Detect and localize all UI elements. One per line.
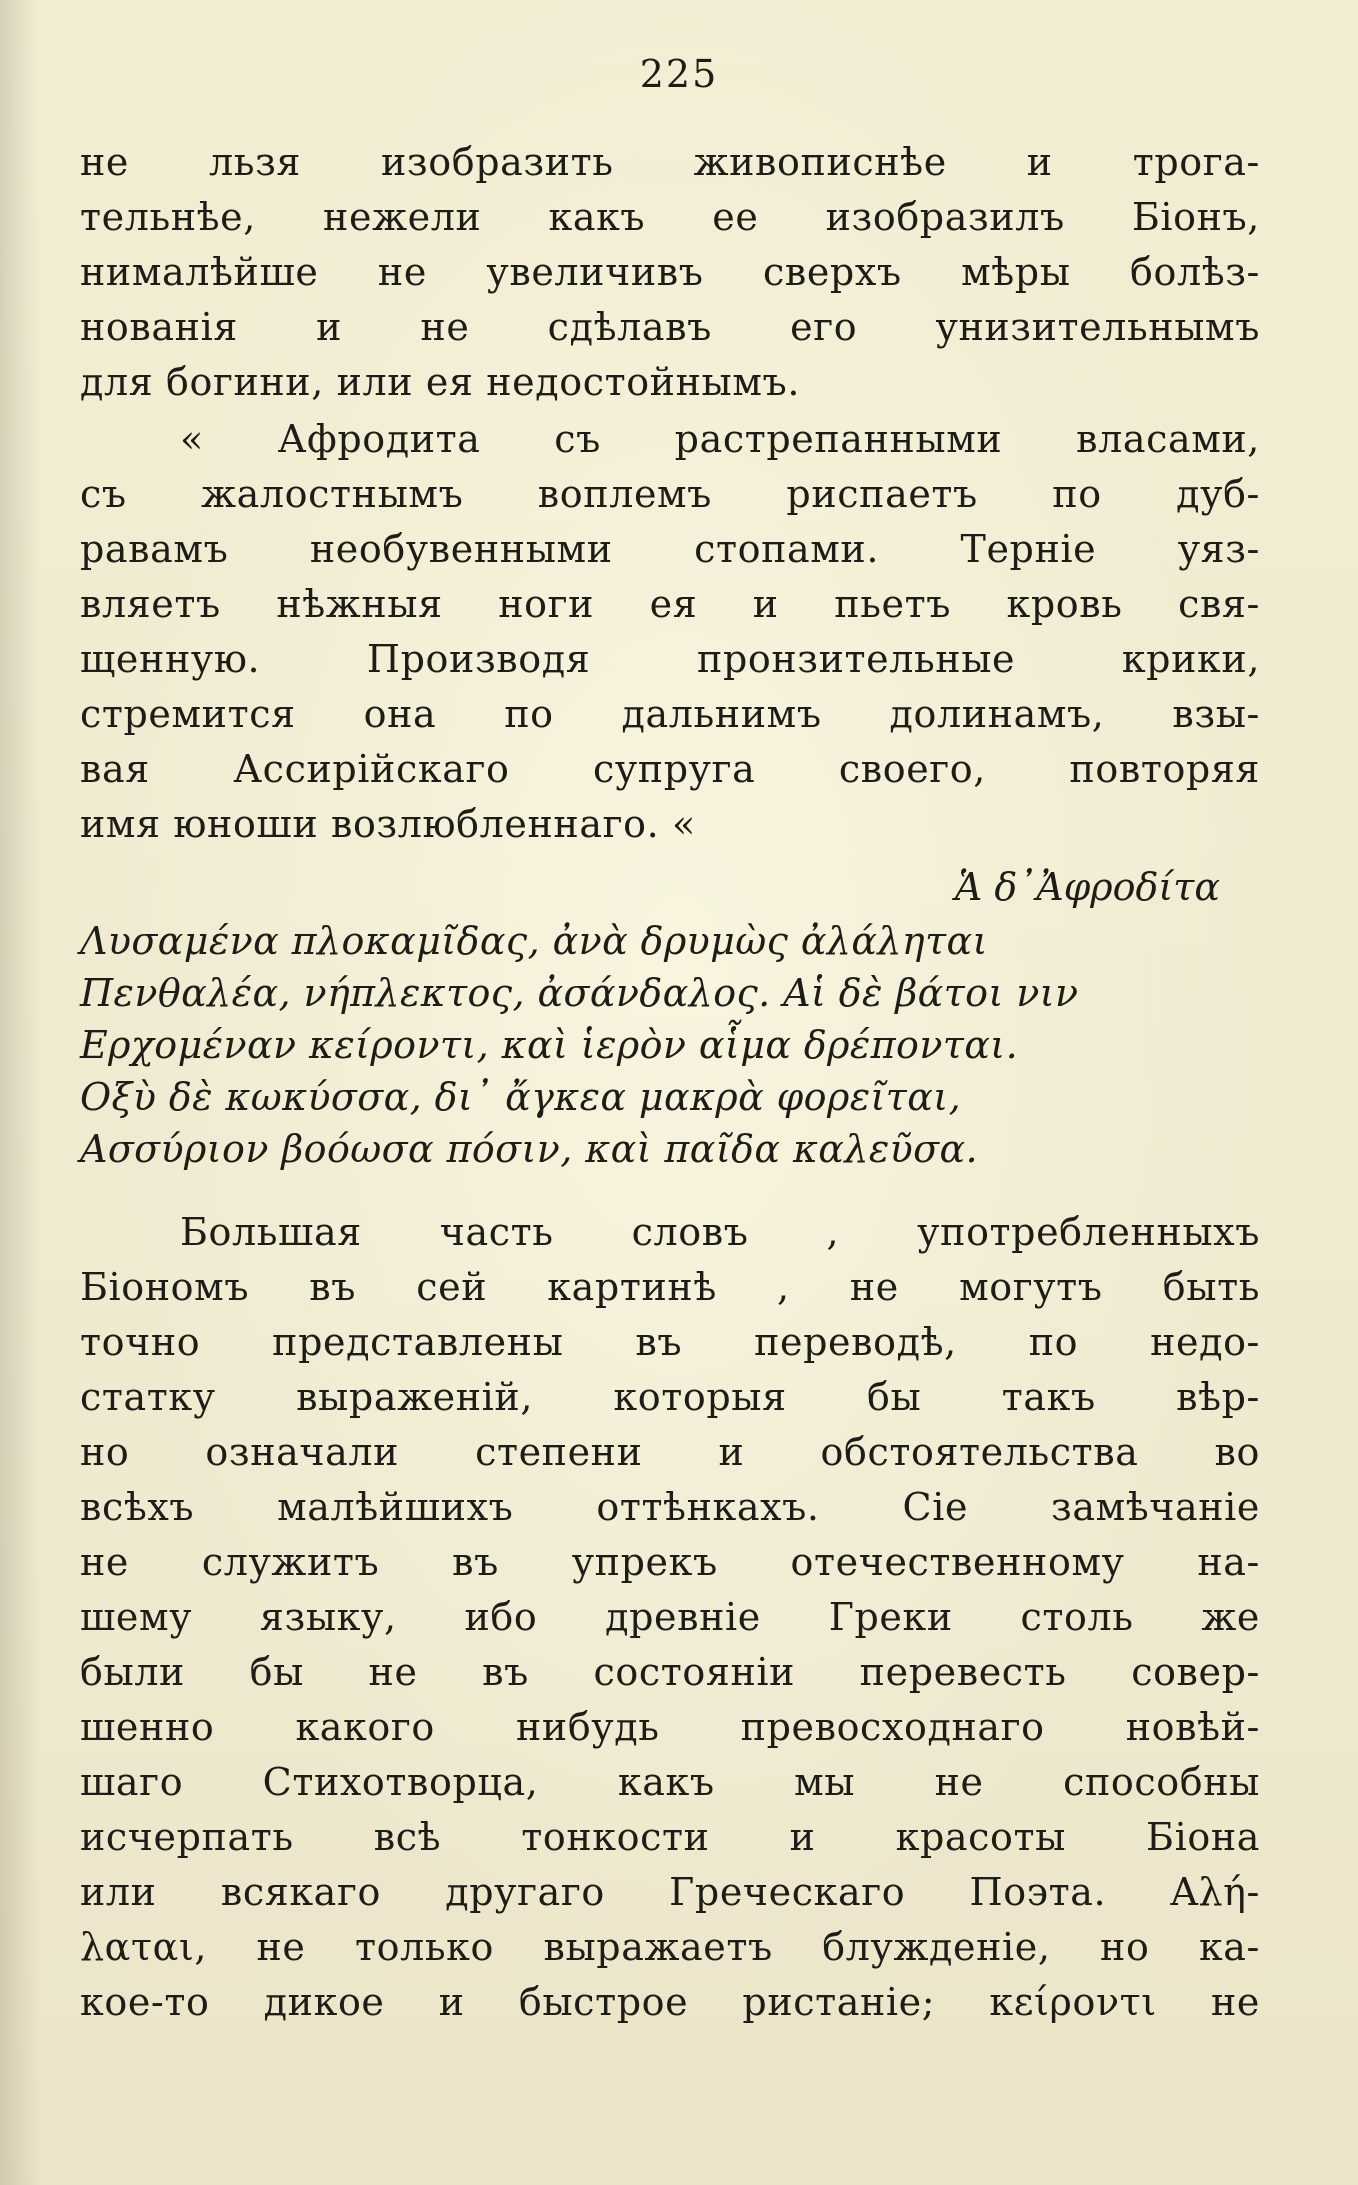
text-line: имя юноши возлюбленнаго. « <box>80 802 696 846</box>
text-line: тельнѣе, нежели какъ ее изобразилъ Біонъ, <box>80 195 1260 239</box>
text-line: всѣхъ малѣйшихъ оттѣнкахъ. Сіе замѣчаніе <box>80 1485 1260 1529</box>
text-line: λαται, не только выражаетъ блужденіе, но ка- <box>80 1925 1260 1969</box>
text-line: стремится она по дальнимъ долинамъ, взы- <box>80 692 1260 736</box>
greek-verse-line: Οξὺ δὲ κωκύσσα, δι᾽ ἄγκεα μακρὰ φορεῖται, <box>80 1075 962 1119</box>
text-line: были бы не въ состояніи перевесть совер- <box>80 1650 1260 1694</box>
text-line: кое-то дикое и быстрое ристаніе; κείροντι не <box>80 1980 1260 2024</box>
text-line: статку выраженій, которыя бы такъ вѣр- <box>80 1375 1260 1419</box>
text-line: шенно какого нибудь превосходнаго новѣй- <box>80 1705 1260 1749</box>
text-line: нималѣйше не увеличивъ сверхъ мѣры болѣз- <box>80 250 1260 294</box>
greek-verse-line: Ερχομέναν κείροντι, καὶ ἱερὸν αἷμα δρέπονται. <box>80 1023 1019 1067</box>
greek-quotation <box>80 860 1260 1175</box>
page-number: 225 <box>639 52 719 96</box>
text-line: шаго Стихотворца, какъ мы не способны <box>80 1760 1260 1804</box>
greek-verse-line: Πενθαλέα, νήπλεκτος, ἀσάνδαλος. Αἱ δὲ βάτοι νιν <box>80 971 1079 1015</box>
text-line: вляетъ нѣжныя ноги ея и пьетъ кровь свя- <box>80 582 1260 626</box>
text-line: вая Ассирійскаго супруга своего, повторяя <box>80 747 1260 791</box>
paragraph-2-quote <box>80 412 1260 852</box>
text-line: Біономъ въ сей картинѣ , не могутъ быть <box>80 1265 1260 1309</box>
text-line: шему языку, ибо древніе Греки столь же <box>80 1595 1260 1639</box>
text-line: съ жалостнымъ воплемъ риспаетъ по дуб- <box>80 472 1260 516</box>
paragraph-3 <box>80 1205 1260 2030</box>
text-line: равамъ необувенными стопами. Терніе уяз- <box>80 527 1260 571</box>
text-line: « Афродита съ растрепанными власами, <box>180 417 1260 461</box>
page-edge-shadow <box>0 0 40 2185</box>
greek-verse-line: Λυσαμένα πλοκαμῖδας, ἀνὰ δρυμὼς ἀλάληται <box>80 919 988 963</box>
text-line: точно представлены въ переводѣ, по недо- <box>80 1320 1260 1364</box>
text-line: Большая часть словъ , употребленныхъ <box>180 1210 1260 1254</box>
text-line: щенную. Производя пронзительные крики, <box>80 637 1260 681</box>
text-line: не служитъ въ упрекъ отечественному на- <box>80 1540 1260 1584</box>
text-line: для богини, или ея недостойнымъ. <box>80 360 800 404</box>
greek-quotation-heading: Ἁ δ᾽Ἀφροδίτα <box>954 865 1220 909</box>
greek-verse-line: Ασσύριον βοόωσα πόσιν, καὶ παῖδα καλεῦσα. <box>80 1127 979 1171</box>
text-line: или всякаго другаго Греческаго Поэта. Αλή- <box>80 1870 1260 1914</box>
text-line: нованія и не сдѣлавъ его унизительнымъ <box>80 305 1260 349</box>
text-line: исчерпать всѣ тонкости и красоты Біона <box>80 1815 1260 1859</box>
text-line: но означали степени и обстоятельства во <box>80 1430 1260 1474</box>
text-line: не льзя изобразить живописнѣе и трога- <box>80 140 1260 184</box>
paragraph-1 <box>80 135 1260 410</box>
